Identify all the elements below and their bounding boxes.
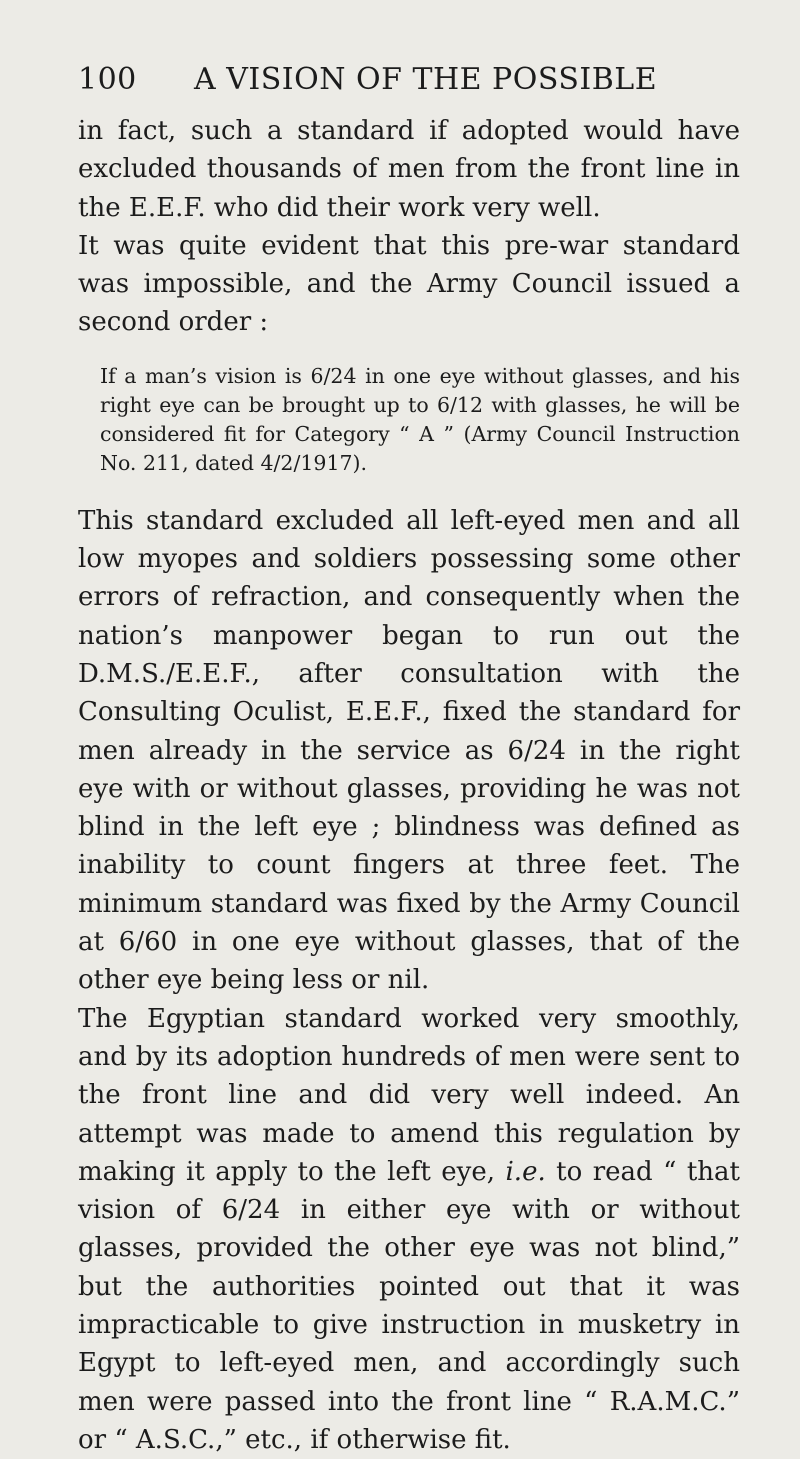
ie-abbreviation: i.e. [505, 1156, 546, 1187]
egyptian-text-after: to read “ that vision of 6/24 in either eye with or without glasses, provided the other eye was not blind,” but the authorities pointed out that it was impracticable to give instruction in musketry in Egypt to left-eyed men, and accordingly such men were passed into the front line “ R.A.M.C.” or “ A.S.C.,” etc., if otherwise fit. [78, 1156, 741, 1455]
paragraph-standard-excluded: This standard excluded all left-eyed men and all low myopes and soldiers possessing some other errors of refraction, and consequently when the nation’s manpower began to run out the D.M.S./E.E.F., after consultation with the Consulting Oculist, E.E.F., fixed the standard for men already in the service as 6/24 in the right eye with or without glasses, providing he was not blind in the left eye ; blindness was defined as inability to count fingers at three feet. The minimum standard was fixed by the Army Council at 6/60 in one eye without glasses, that of the other eye being less or nil. [78, 505, 740, 996]
paragraph-egyptian-standard [78, 1000, 740, 1459]
paragraph-continued: in fact, such a standard if adopted would have excluded thousands of men from the front line in the E.E.F. who did their work very well. [78, 116, 740, 223]
page-header [78, 62, 738, 102]
page-number: 100 [78, 62, 137, 97]
body-text [78, 112, 740, 1459]
quoted-instruction: If a man’s vision is 6/24 in one eye without glasses, and his right eye can be brought up to 6/12 with glasses, he will be considered fit for Category “ A ” (Army Council Instruction No. 211, dated 4/2/1917). [100, 363, 740, 475]
running-title: A VISION OF THE POSSIBLE [194, 62, 658, 97]
paragraph-second-order: It was quite evident that this pre-war standard was impossible, and the Army Council issued a second order : [78, 230, 740, 338]
egyptian-text-before: The Egyptian standard worked very smoothly, and by its adoption hundreds of men were sent to the front line and did very well indeed. An attempt was made to amend this regulation by making it apply to the left eye, [78, 1003, 740, 1187]
